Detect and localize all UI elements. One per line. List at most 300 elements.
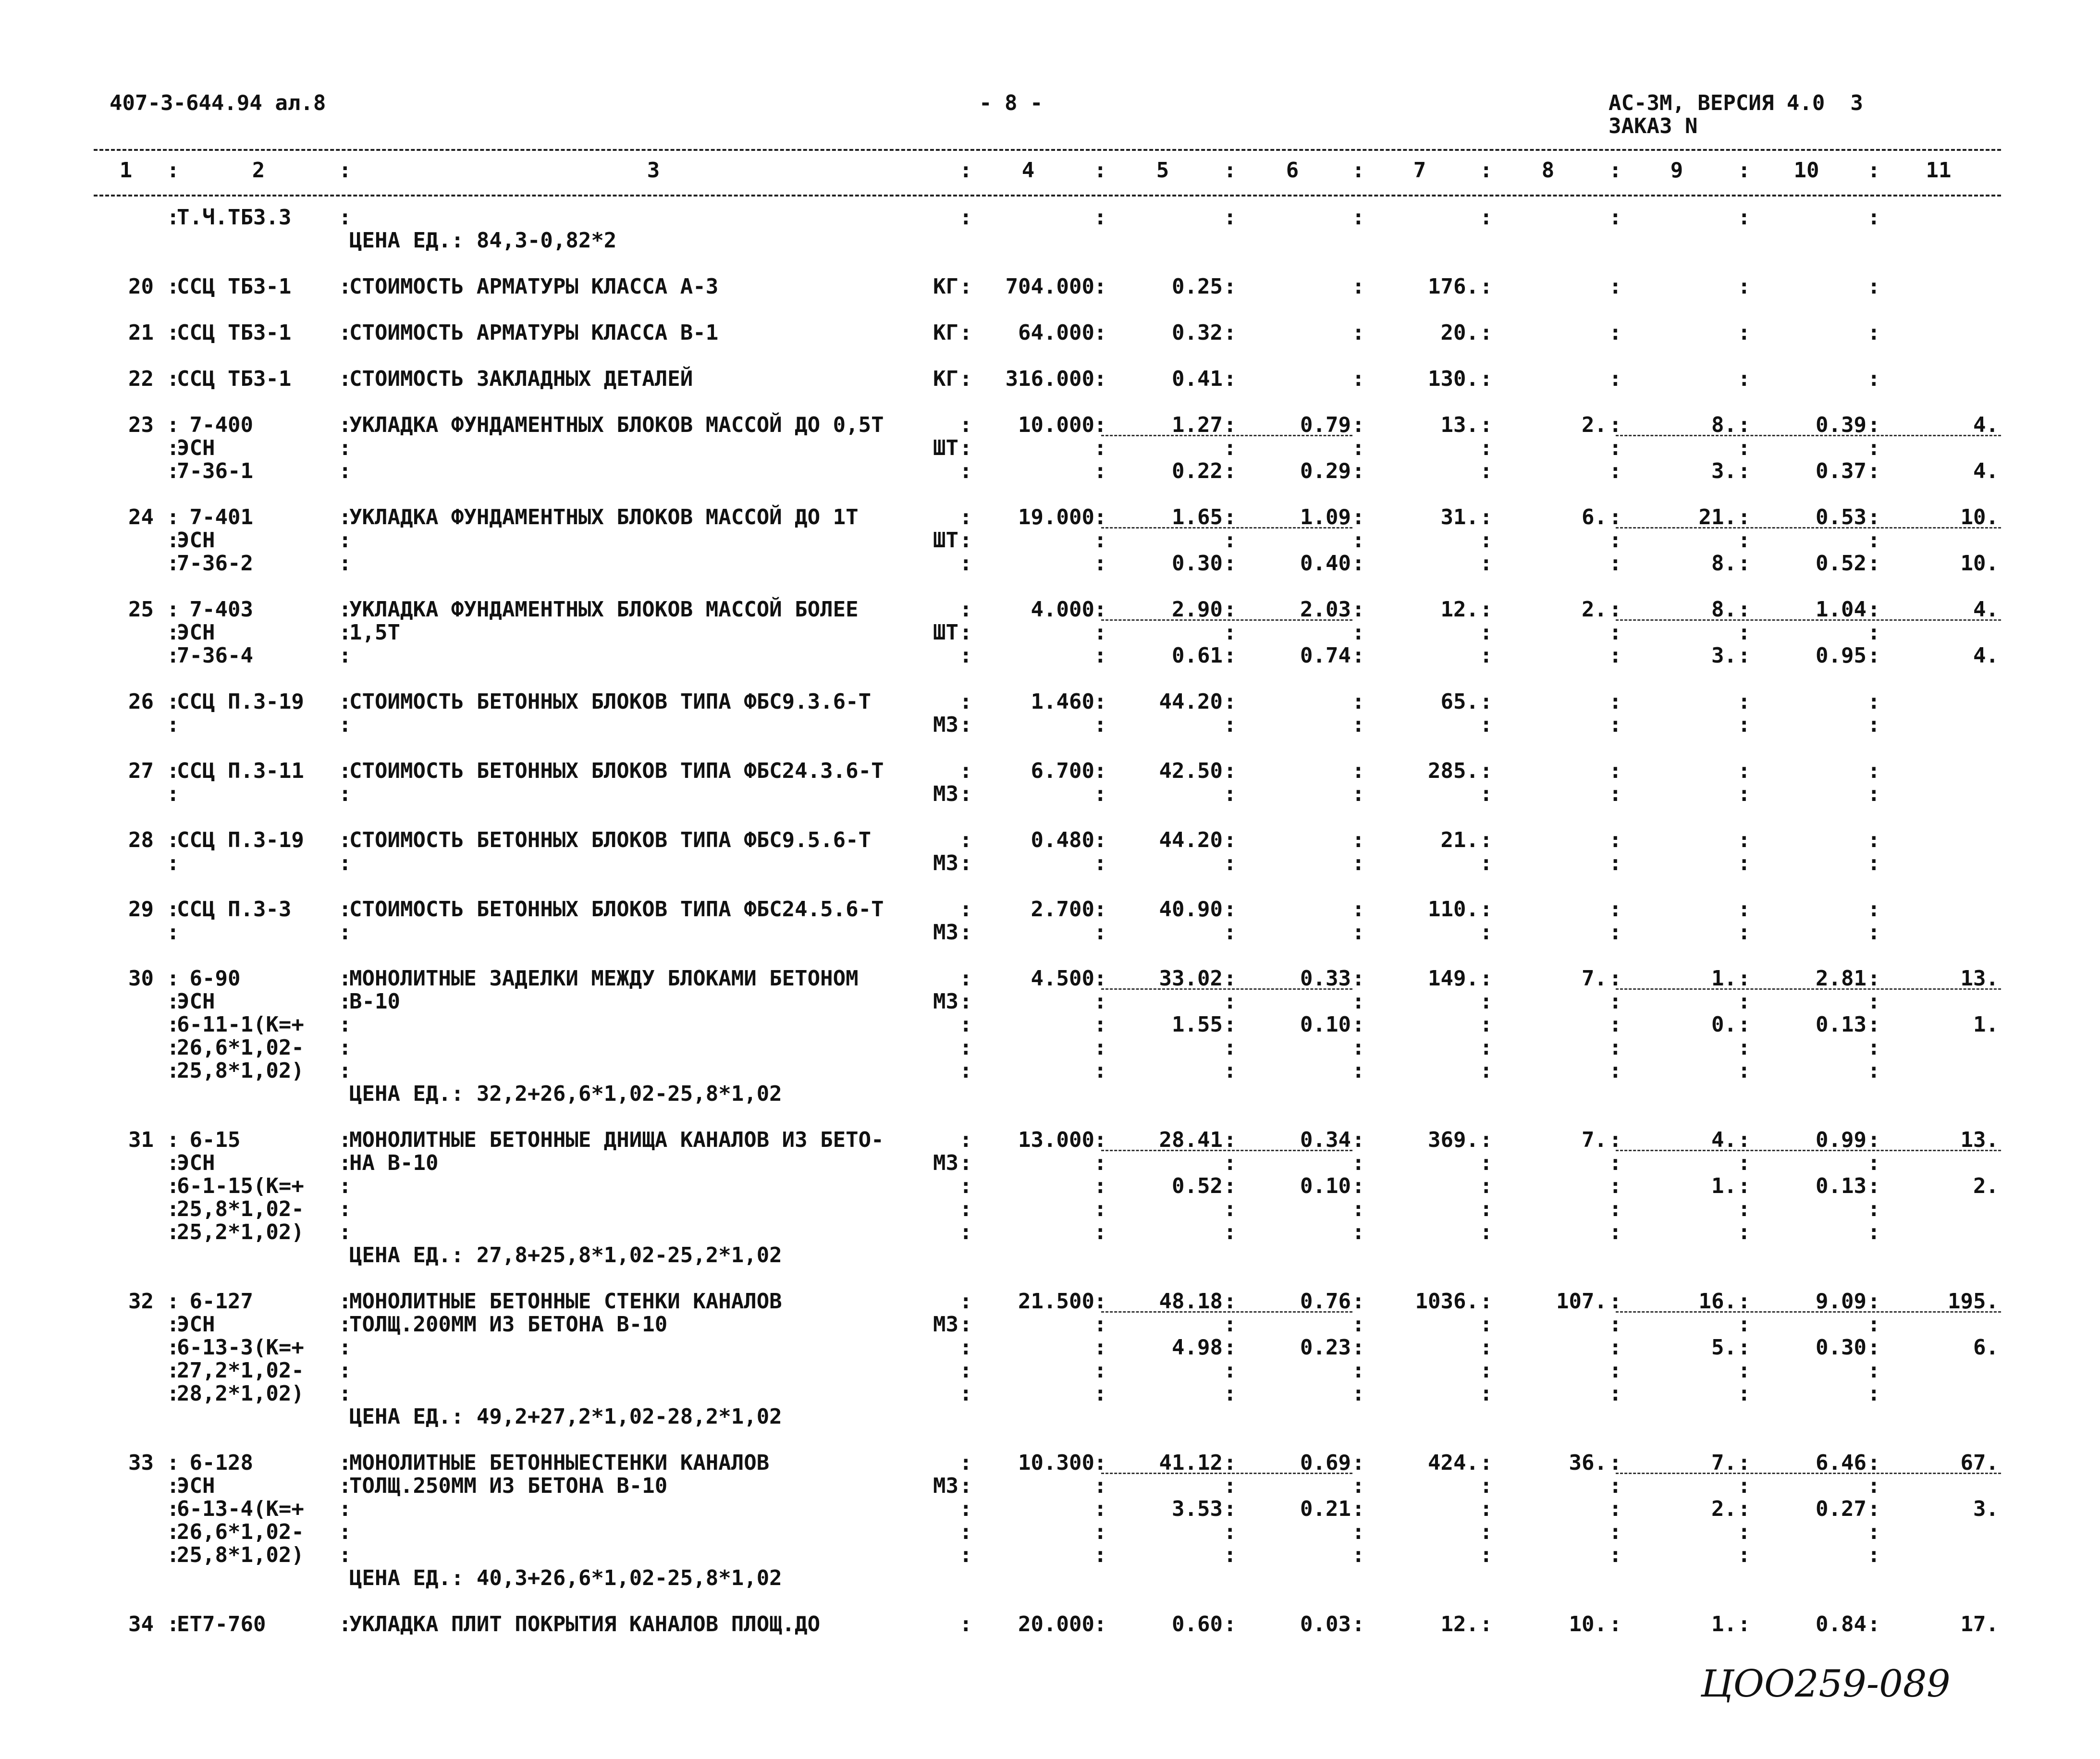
column-separator: : — [1352, 782, 1365, 806]
cell-col10: 9.09 — [1816, 1289, 1867, 1314]
cell-col2: 26,6*1,02- — [177, 1035, 304, 1060]
column-separator: : — [959, 1612, 972, 1636]
column-separator: : — [1224, 1289, 1237, 1314]
column-separator: : — [1224, 966, 1237, 991]
column-separator: : — [1609, 205, 1622, 230]
column-separator: : — [1609, 851, 1622, 875]
column-header-6: 6 — [1286, 158, 1299, 183]
column-separator: : — [1094, 966, 1107, 991]
column-separator: : — [1609, 1035, 1622, 1060]
column-separator: : — [1352, 620, 1365, 645]
cell-divider — [1101, 619, 1352, 621]
column-separator: : — [1480, 1174, 1493, 1198]
column-separator: : — [1738, 851, 1751, 875]
column-separator: : — [1352, 459, 1365, 483]
cell-col2: ССЦ П.3-19 — [177, 689, 304, 714]
cell-col5: 0.25 — [1172, 274, 1223, 299]
column-separator: : — [959, 1058, 972, 1083]
cell-col2: 6-128 — [177, 1451, 253, 1475]
column-separator: : — [1480, 1220, 1493, 1244]
column-separator: : — [1609, 1543, 1622, 1567]
cell-col5: 2.90 — [1172, 597, 1223, 622]
column-separator: : — [959, 459, 972, 483]
column-separator: : — [959, 897, 972, 922]
unit-price-note: ЦЕНА ЕД.: 27,8+25,8*1,02-25,2*1,02 — [349, 1243, 782, 1267]
cell-col5: 44.20 — [1159, 828, 1223, 852]
column-separator: : — [1224, 1312, 1237, 1337]
unit-price-note: ЦЕНА ЕД.: 40,3+26,6*1,02-25,8*1,02 — [349, 1566, 782, 1590]
row-number: 28 — [128, 828, 154, 852]
cell-col3: СТОИМОСТЬ БЕТОННЫХ БЛОКОВ ТИПА ФБС24.3.6-Т — [349, 759, 884, 783]
cell-col9: 4. — [1711, 1128, 1737, 1152]
column-header-2: 2 — [252, 158, 265, 183]
column-separator: : — [1352, 1474, 1365, 1498]
unit-label: М3 — [933, 1312, 958, 1337]
column-separator: : — [1867, 1520, 1880, 1544]
column-separator: : — [1224, 828, 1237, 852]
column-separator: : — [167, 551, 180, 576]
cell-col9: 21. — [1698, 505, 1737, 529]
unit-label: М3 — [933, 1474, 958, 1498]
cell-col5: 40.90 — [1159, 897, 1223, 922]
column-separator: : — [959, 920, 972, 945]
cell-col2: ССЦ ТБ3-1 — [177, 320, 292, 345]
column-separator: : — [1352, 597, 1365, 622]
cell-col4: 20.000 — [1018, 1612, 1094, 1636]
cell-col6: 0.79 — [1300, 413, 1351, 437]
column-separator: : — [959, 1012, 972, 1037]
column-separator: : — [1480, 782, 1493, 806]
cell-col5: 0.60 — [1172, 1612, 1223, 1636]
column-separator: : — [1224, 1012, 1237, 1037]
column-separator: : — [1609, 528, 1622, 553]
column-separator: : — [1094, 782, 1107, 806]
cell-col10: 0.27 — [1816, 1497, 1867, 1521]
column-separator: : — [1867, 1151, 1880, 1175]
column-separator: : — [1738, 1451, 1751, 1475]
column-separator: : — [1609, 828, 1622, 852]
column-separator: : — [167, 713, 180, 737]
column-separator: : — [339, 1520, 352, 1544]
cell-col3: СТОИМОСТЬ АРМАТУРЫ КЛАССА В-1 — [349, 320, 719, 345]
column-separator: : — [1094, 1012, 1107, 1037]
column-separator: : — [1867, 1358, 1880, 1383]
column-separator: : — [959, 966, 972, 991]
column-separator: : — [1094, 920, 1107, 945]
column-separator: : — [1352, 551, 1365, 576]
column-separator: : — [1609, 551, 1622, 576]
column-separator: : — [1224, 551, 1237, 576]
cell-col10: 1.04 — [1816, 597, 1867, 622]
cell-col9: 5. — [1711, 1335, 1737, 1360]
header-rule-bottom — [94, 195, 2001, 197]
cell-col5: 0.52 — [1172, 1174, 1223, 1198]
column-separator: : — [1224, 759, 1237, 783]
column-separator: : — [959, 528, 972, 553]
column-separator: : — [959, 205, 972, 230]
column-separator: : — [167, 1474, 180, 1498]
column-separator: : — [1094, 459, 1107, 483]
cell-col11: 10. — [1960, 505, 1999, 529]
column-separator: : — [1867, 1497, 1880, 1521]
cell-col8: 107. — [1556, 1289, 1607, 1314]
column-separator: : — [339, 1451, 352, 1475]
column-separator: : — [1480, 1012, 1493, 1037]
cell-col2: ССЦ П.3-11 — [177, 759, 304, 783]
column-separator: : — [1352, 1358, 1365, 1383]
cell-col7: 65. — [1440, 689, 1479, 714]
column-separator: : — [1224, 1612, 1237, 1636]
cell-col2: 27,2*1,02- — [177, 1358, 304, 1383]
column-separator: : — [1480, 1612, 1493, 1636]
cell-col7: 424. — [1428, 1451, 1479, 1475]
row-number: 29 — [128, 897, 154, 922]
column-separator: : — [1738, 1035, 1751, 1060]
column-separator: : — [1867, 597, 1880, 622]
column-separator: : — [959, 828, 972, 852]
column-separator: : — [1867, 1612, 1880, 1636]
cell-col11: 4. — [1973, 597, 1999, 622]
column-separator: : — [339, 158, 352, 183]
cell-col2: 25,8*1,02) — [177, 1058, 304, 1083]
column-separator: : — [1738, 274, 1751, 299]
column-separator: : — [1224, 851, 1237, 875]
column-separator: : — [1609, 436, 1622, 460]
page-number: 9 — [1927, 1662, 1951, 1706]
column-separator: : — [1738, 1289, 1751, 1314]
column-separator: : — [959, 274, 972, 299]
column-separator: : — [1609, 459, 1622, 483]
column-separator: : — [167, 782, 180, 806]
column-separator: : — [1094, 620, 1107, 645]
cell-col11: 4. — [1973, 459, 1999, 483]
cell-col4: 64.000 — [1018, 320, 1094, 345]
column-separator: : — [1867, 436, 1880, 460]
column-separator: : — [1094, 597, 1107, 622]
column-separator: : — [1094, 1312, 1107, 1337]
column-separator: : — [1480, 828, 1493, 852]
cell-divider — [1616, 988, 2001, 990]
row-number: 34 — [128, 1612, 154, 1636]
column-separator: : — [1352, 1174, 1365, 1198]
column-separator: : — [339, 505, 352, 529]
cell-col9: 1. — [1711, 1612, 1737, 1636]
column-separator: : — [1738, 551, 1751, 576]
cell-col8: 2. — [1582, 413, 1607, 437]
cell-col6: 0.74 — [1300, 643, 1351, 668]
cell-col10: 0.99 — [1816, 1128, 1867, 1152]
order-label: ЗАКАЗ N — [1609, 114, 1698, 138]
column-separator: : — [1480, 205, 1493, 230]
cell-col4: 6.700 — [1031, 759, 1094, 783]
column-separator: : — [1224, 620, 1237, 645]
column-separator: : — [1867, 966, 1880, 991]
cell-col11: 4. — [1973, 643, 1999, 668]
column-separator: : — [1609, 897, 1622, 922]
column-separator: : — [1738, 205, 1751, 230]
column-separator: : — [339, 1312, 352, 1337]
column-separator: : — [339, 413, 352, 437]
column-separator: : — [1738, 459, 1751, 483]
column-separator: : — [1352, 897, 1365, 922]
column-separator: : — [1352, 1151, 1365, 1175]
column-separator: : — [167, 920, 180, 945]
cell-col3: УКЛАДКА ПЛИТ ПОКРЫТИЯ КАНАЛОВ ПЛОЩ.ДО — [349, 1612, 821, 1636]
column-separator: : — [339, 1174, 352, 1198]
column-separator: : — [167, 505, 180, 529]
cell-divider — [1616, 527, 2001, 529]
column-separator: : — [959, 1474, 972, 1498]
column-separator: : — [1609, 1289, 1622, 1314]
column-separator: : — [1480, 643, 1493, 668]
cell-col2: 26,6*1,02- — [177, 1520, 304, 1544]
column-separator: : — [1480, 759, 1493, 783]
column-header-3: 3 — [647, 158, 660, 183]
column-separator: : — [1867, 1128, 1880, 1152]
row-number: 30 — [128, 966, 154, 991]
cell-col6: 0.10 — [1300, 1012, 1351, 1037]
column-separator: : — [1480, 367, 1493, 391]
column-separator: : — [167, 1012, 180, 1037]
column-separator: : — [1609, 1474, 1622, 1498]
column-separator: : — [1738, 1474, 1751, 1498]
column-separator: : — [1352, 1220, 1365, 1244]
column-separator: : — [1609, 1197, 1622, 1221]
column-separator: : — [1738, 158, 1751, 183]
column-separator: : — [1738, 1312, 1751, 1337]
column-separator: : — [1094, 551, 1107, 576]
cell-col11: 10. — [1960, 551, 1999, 576]
column-separator: : — [1224, 689, 1237, 714]
column-separator: : — [1867, 1335, 1880, 1360]
column-separator: : — [1867, 782, 1880, 806]
column-separator: : — [959, 851, 972, 875]
column-separator: : — [1738, 1612, 1751, 1636]
column-separator: : — [1609, 782, 1622, 806]
cell-col10: 0.13 — [1816, 1012, 1867, 1037]
column-separator: : — [959, 1174, 972, 1198]
column-separator: : — [1352, 320, 1365, 345]
column-separator: : — [1738, 1058, 1751, 1083]
column-separator: : — [339, 597, 352, 622]
column-separator: : — [1224, 436, 1237, 460]
column-separator: : — [1224, 1174, 1237, 1198]
cell-col2: ЭСН — [177, 1312, 215, 1337]
column-separator: : — [1738, 1174, 1751, 1198]
cell-col5: 0.30 — [1172, 551, 1223, 576]
column-separator: : — [167, 1220, 180, 1244]
column-separator: : — [1352, 1520, 1365, 1544]
column-separator: : — [1352, 505, 1365, 529]
cell-col2: 28,2*1,02) — [177, 1381, 304, 1406]
column-separator: : — [1867, 713, 1880, 737]
column-separator: : — [1609, 320, 1622, 345]
column-separator: : — [339, 713, 352, 737]
cell-divider — [1101, 1311, 1352, 1313]
column-separator: : — [339, 1128, 352, 1152]
column-separator: : — [167, 989, 180, 1014]
cell-col10: 0.13 — [1816, 1174, 1867, 1198]
cell-col5: 4.98 — [1172, 1335, 1223, 1360]
column-separator: : — [1867, 1220, 1880, 1244]
column-separator: : — [1738, 1543, 1751, 1567]
column-separator: : — [1867, 1174, 1880, 1198]
column-separator: : — [1480, 1474, 1493, 1498]
column-header-7: 7 — [1413, 158, 1426, 183]
cell-col7: 13. — [1440, 413, 1479, 437]
cell-col11: 13. — [1960, 966, 1999, 991]
column-separator: : — [1094, 1197, 1107, 1221]
column-separator: : — [1352, 966, 1365, 991]
cell-col3: СТОИМОСТЬ БЕТОННЫХ БЛОКОВ ТИПА ФБС9.3.6-Т — [349, 689, 872, 714]
column-separator: : — [1480, 851, 1493, 875]
cell-col10: 0.37 — [1816, 459, 1867, 483]
column-separator: : — [959, 505, 972, 529]
column-separator: : — [1738, 320, 1751, 345]
cell-col5: 0.22 — [1172, 459, 1223, 483]
column-separator: : — [1094, 828, 1107, 852]
column-separator: : — [1738, 1220, 1751, 1244]
column-separator: : — [1094, 1035, 1107, 1060]
cell-col2: 7-400 — [177, 413, 253, 437]
column-separator: : — [1609, 1358, 1622, 1383]
cell-col3: УКЛАДКА ФУНДАМЕНТНЫХ БЛОКОВ МАССОЙ ДО 1Т — [349, 505, 859, 529]
column-separator: : — [1867, 320, 1880, 345]
column-separator: : — [1352, 367, 1365, 391]
column-header-5: 5 — [1156, 158, 1169, 183]
column-separator: : — [1224, 1497, 1237, 1521]
cell-col2: ЭСН — [177, 528, 215, 553]
column-separator: : — [1094, 1128, 1107, 1152]
column-separator: : — [1094, 989, 1107, 1014]
column-separator: : — [1352, 1612, 1365, 1636]
column-separator: : — [1609, 413, 1622, 437]
column-separator: : — [167, 1335, 180, 1360]
header-rule-top — [94, 149, 2001, 151]
column-separator: : — [1094, 1543, 1107, 1567]
column-separator: : — [1480, 1358, 1493, 1383]
column-separator: : — [1609, 759, 1622, 783]
column-separator: : — [1224, 320, 1237, 345]
column-separator: : — [339, 320, 352, 345]
column-separator: : — [167, 597, 180, 622]
unit-price-note: ЦЕНА ЕД.: 32,2+26,6*1,02-25,8*1,02 — [349, 1082, 782, 1106]
column-separator: : — [1738, 413, 1751, 437]
column-separator: : — [167, 1451, 180, 1475]
column-separator: : — [339, 1151, 352, 1175]
column-separator: : — [339, 1197, 352, 1221]
cell-col7: 20. — [1440, 320, 1479, 345]
column-separator: : — [339, 1612, 352, 1636]
cell-col8: 6. — [1582, 505, 1607, 529]
cell-col7: 110. — [1428, 897, 1479, 922]
column-separator: : — [959, 713, 972, 737]
cell-divider — [1101, 527, 1352, 529]
cell-divider — [1101, 435, 1352, 436]
column-separator: : — [1094, 1058, 1107, 1083]
column-separator: : — [1867, 459, 1880, 483]
column-separator: : — [959, 367, 972, 391]
cell-col6: 0.03 — [1300, 1612, 1351, 1636]
column-separator: : — [1480, 1151, 1493, 1175]
cell-col3: 1,5Т — [349, 620, 400, 645]
column-separator: : — [1094, 367, 1107, 391]
column-separator: : — [167, 1612, 180, 1636]
cell-col4: 4.500 — [1031, 966, 1094, 991]
column-separator: : — [1224, 713, 1237, 737]
column-separator: : — [959, 158, 972, 183]
cell-divider — [1101, 988, 1352, 990]
column-separator: : — [1609, 274, 1622, 299]
column-separator: : — [959, 620, 972, 645]
column-separator: : — [1480, 1543, 1493, 1567]
column-separator: : — [339, 989, 352, 1014]
column-separator: : — [1867, 989, 1880, 1014]
column-separator: : — [339, 689, 352, 714]
column-separator: : — [1094, 897, 1107, 922]
column-separator: : — [1867, 1474, 1880, 1498]
cell-col9: 7. — [1711, 1451, 1737, 1475]
cell-col11: 2. — [1973, 1174, 1999, 1198]
cell-col2: ССЦ П.3-19 — [177, 828, 304, 852]
column-separator: : — [1867, 620, 1880, 645]
cell-col4: 316.000 — [1005, 367, 1094, 391]
column-separator: : — [1352, 920, 1365, 945]
column-separator: : — [959, 1335, 972, 1360]
cell-col5: 41.12 — [1159, 1451, 1223, 1475]
cell-col5: 48.18 — [1159, 1289, 1223, 1314]
cell-col2: 7-36-4 — [177, 643, 253, 668]
column-separator: : — [959, 1289, 972, 1314]
column-separator: : — [1480, 966, 1493, 991]
column-separator: : — [339, 1358, 352, 1383]
row-number: 27 — [128, 759, 154, 783]
column-separator: : — [1609, 1312, 1622, 1337]
column-separator: : — [167, 1197, 180, 1221]
cell-col7: 21. — [1440, 828, 1479, 852]
column-separator: : — [1480, 528, 1493, 553]
column-separator: : — [1738, 1012, 1751, 1037]
cell-col8: 7. — [1582, 1128, 1607, 1152]
column-separator: : — [1480, 1058, 1493, 1083]
column-separator: : — [339, 1220, 352, 1244]
column-separator: : — [1224, 528, 1237, 553]
column-separator: : — [339, 367, 352, 391]
cell-col7: 12. — [1440, 597, 1479, 622]
column-separator: : — [167, 1543, 180, 1567]
column-separator: : — [167, 1497, 180, 1521]
column-separator: : — [1224, 989, 1237, 1014]
column-separator: : — [339, 782, 352, 806]
column-separator: : — [1480, 1520, 1493, 1544]
column-separator: : — [339, 1058, 352, 1083]
column-separator: : — [1867, 205, 1880, 230]
unit-label: М3 — [933, 713, 958, 737]
column-separator: : — [1224, 1197, 1237, 1221]
cell-divider — [1616, 1150, 2001, 1151]
cell-col10: 0.30 — [1816, 1335, 1867, 1360]
column-separator: : — [959, 1358, 972, 1383]
column-separator: : — [1609, 1128, 1622, 1152]
cell-col10: 0.53 — [1816, 505, 1867, 529]
column-separator: : — [1867, 274, 1880, 299]
column-separator: : — [1352, 1497, 1365, 1521]
cell-col3: СТОИМОСТЬ БЕТОННЫХ БЛОКОВ ТИПА ФБС24.5.6-Т — [349, 897, 884, 922]
column-header-9: 9 — [1670, 158, 1683, 183]
column-header-1: 1 — [119, 158, 133, 183]
column-separator: : — [167, 1174, 180, 1198]
unit-label: КГ — [933, 274, 958, 299]
